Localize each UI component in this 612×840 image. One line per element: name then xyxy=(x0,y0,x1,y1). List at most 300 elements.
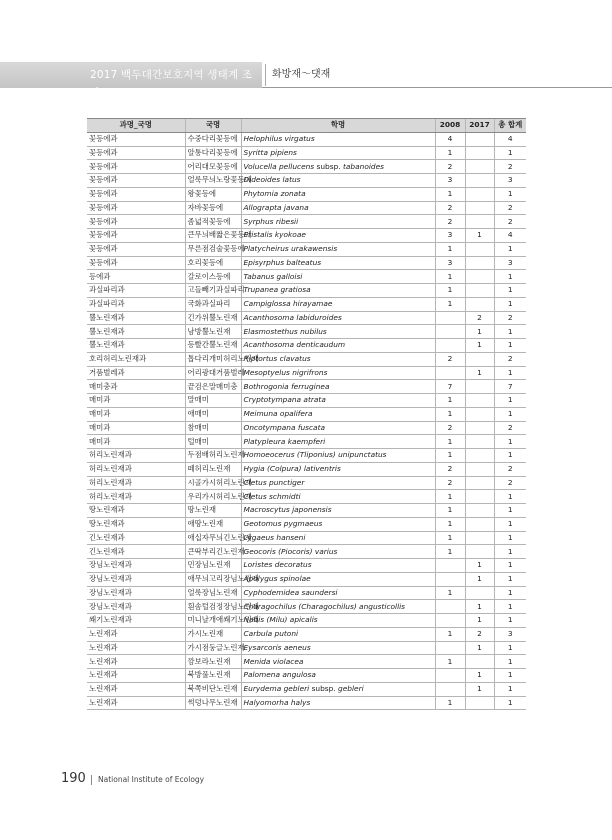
col-header-total: 총 합계 xyxy=(494,119,526,133)
cell-korean-name: 흰솜털검정장님노린재 xyxy=(185,600,241,614)
cell-count-2008: 1 xyxy=(435,517,465,531)
cell-family: 땅노린재과 xyxy=(87,517,185,531)
cell-korean-name: 애땅노린재 xyxy=(185,517,241,531)
table-row xyxy=(87,132,526,146)
cell-korean-name: 북방풀노린재 xyxy=(185,669,241,683)
cell-korean-name: 국화과실파리 xyxy=(185,297,241,311)
cell-family: 꽃등에과 xyxy=(87,229,185,243)
header-divider xyxy=(265,64,266,86)
cell-family: 허리노린재과 xyxy=(87,476,185,490)
cell-scientific-name xyxy=(241,600,435,614)
cell-total: 3 xyxy=(494,256,526,270)
table-row xyxy=(87,325,526,339)
cell-count-2008: 3 xyxy=(435,229,465,243)
cell-family: 허리노린재과 xyxy=(87,490,185,504)
cell-scientific-name xyxy=(241,325,435,339)
cell-count-2008: 2 xyxy=(435,215,465,229)
cell-total: 1 xyxy=(494,490,526,504)
table-row xyxy=(87,572,526,586)
cell-scientific-name xyxy=(241,641,435,655)
cell-korean-name: 무른점검술꽃등에 xyxy=(185,242,241,256)
cell-count-2008: 1 xyxy=(435,407,465,421)
table-row xyxy=(87,284,526,298)
scientific-name-text: Loristes decoratus xyxy=(243,560,312,570)
table-row xyxy=(87,462,526,476)
scientific-name-text: Cyphodemidea saundersi xyxy=(243,587,338,597)
cell-scientific-name xyxy=(241,572,435,586)
running-header xyxy=(0,62,612,99)
cell-family: 허리노린재과 xyxy=(87,449,185,463)
table-row xyxy=(87,297,526,311)
cell-scientific-name xyxy=(241,462,435,476)
scientific-name-text: Nabis (Milu) apicalis xyxy=(243,615,318,625)
cell-count-2017 xyxy=(465,297,494,311)
scientific-name-text: Palomena angulosa xyxy=(243,670,316,680)
cell-scientific-name xyxy=(241,476,435,490)
cell-family: 장님노린재과 xyxy=(87,600,185,614)
table-row xyxy=(87,242,526,256)
header-title: 2017 백두대간보호지역 생태계 조사 xyxy=(90,69,253,99)
cell-korean-name: 가시점둥글노린재 xyxy=(185,641,241,655)
scientific-name-text: Halyomorha halys xyxy=(243,697,311,707)
cell-korean-name: 큰무늬배짧은꽃등에 xyxy=(185,229,241,243)
cell-scientific-name xyxy=(241,146,435,160)
scientific-name-text: Geocoris (Piocoris) varius xyxy=(243,546,338,556)
col-header-family: 과명_국명 xyxy=(87,119,185,133)
cell-total: 1 xyxy=(494,504,526,518)
cell-scientific-name xyxy=(241,201,435,215)
scientific-name-text: Geotomus pygmaeus xyxy=(243,519,323,529)
cell-count-2017: 1 xyxy=(465,572,494,586)
cell-total: 1 xyxy=(494,284,526,298)
table-row xyxy=(87,366,526,380)
scientific-name-text: Eurydema gebleri xyxy=(243,684,310,694)
cell-total: 1 xyxy=(494,270,526,284)
cell-count-2017 xyxy=(465,545,494,559)
cell-total: 1 xyxy=(494,586,526,600)
cell-korean-name: 고들빼기과실파리 xyxy=(185,284,241,298)
table-row xyxy=(87,614,526,628)
cell-scientific-name xyxy=(241,229,435,243)
cell-family: 노린재과 xyxy=(87,627,185,641)
cell-total: 2 xyxy=(494,160,526,174)
cell-scientific-name xyxy=(241,545,435,559)
cell-korean-name: 미니날개애쐐기노린재 xyxy=(185,614,241,628)
cell-scientific-name xyxy=(241,160,435,174)
species-table xyxy=(87,118,526,710)
cell-family: 장님노린재과 xyxy=(87,572,185,586)
cell-scientific-name xyxy=(241,132,435,146)
cell-total: 1 xyxy=(494,641,526,655)
cell-korean-name: 등빨간뿔노린재 xyxy=(185,339,241,353)
cell-korean-name: 썩덩나무노린재 xyxy=(185,696,241,710)
cell-family: 긴노린재과 xyxy=(87,531,185,545)
cell-family: 호리허리노린재과 xyxy=(87,352,185,366)
cell-scientific-name xyxy=(241,682,435,696)
scientific-name-text: Allograpta javana xyxy=(243,202,309,212)
scientific-name-text: Phytomia zonata xyxy=(243,189,306,199)
cell-count-2017 xyxy=(465,284,494,298)
cell-scientific-name xyxy=(241,366,435,380)
cell-count-2008: 2 xyxy=(435,462,465,476)
scientific-name-text: Helophilus virgatus xyxy=(243,134,315,144)
scientific-name-text: Campiglossa hirayamae xyxy=(243,299,333,309)
cell-scientific-name xyxy=(241,215,435,229)
cell-total: 1 xyxy=(494,614,526,628)
cell-total: 1 xyxy=(494,559,526,573)
cell-scientific-name xyxy=(241,490,435,504)
cell-family: 과실파리과 xyxy=(87,297,185,311)
table-row xyxy=(87,627,526,641)
scientific-name-text: Homoeocerus (Tliponius) unipunctatus xyxy=(243,450,387,460)
scientific-name-text: Lygaeus hanseni xyxy=(243,532,306,542)
cell-count-2017 xyxy=(465,586,494,600)
cell-family: 거품벌레과 xyxy=(87,366,185,380)
cell-family: 꽃등에과 xyxy=(87,201,185,215)
table-row xyxy=(87,229,526,243)
table-row xyxy=(87,449,526,463)
table-row xyxy=(87,669,526,683)
cell-count-2017 xyxy=(465,146,494,160)
cell-korean-name: 깜보라노린재 xyxy=(185,655,241,669)
table-row xyxy=(87,421,526,435)
cell-family: 땅노린재과 xyxy=(87,504,185,518)
cell-count-2008: 1 xyxy=(435,284,465,298)
cell-total: 3 xyxy=(494,627,526,641)
cell-count-2017 xyxy=(465,531,494,545)
cell-count-2017 xyxy=(465,242,494,256)
cell-total: 2 xyxy=(494,462,526,476)
table-row xyxy=(87,490,526,504)
cell-total: 1 xyxy=(494,146,526,160)
cell-count-2017 xyxy=(465,132,494,146)
cell-count-2008: 1 xyxy=(435,490,465,504)
cell-total: 1 xyxy=(494,187,526,201)
cell-total: 1 xyxy=(494,682,526,696)
table-header-row xyxy=(87,119,526,133)
scientific-name-text: Apolygus spinolae xyxy=(243,574,311,584)
cell-family: 노린재과 xyxy=(87,669,185,683)
cell-count-2017 xyxy=(465,449,494,463)
scientific-name-text: Cletus schmidti xyxy=(243,491,301,501)
cell-korean-name: 땅노린재 xyxy=(185,504,241,518)
cell-korean-name: 두점배허리노린재 xyxy=(185,449,241,463)
table-row xyxy=(87,641,526,655)
cell-count-2017 xyxy=(465,407,494,421)
cell-korean-name: 우리가시허리노린재 xyxy=(185,490,241,504)
cell-scientific-name xyxy=(241,517,435,531)
cell-total: 2 xyxy=(494,311,526,325)
scientific-name-text: Tabanus galloisi xyxy=(243,271,303,281)
cell-scientific-name xyxy=(241,627,435,641)
cell-korean-name: 수중다리꽃등에 xyxy=(185,132,241,146)
cell-count-2017: 1 xyxy=(465,600,494,614)
cell-total: 1 xyxy=(494,242,526,256)
cell-count-2008: 1 xyxy=(435,531,465,545)
cell-family: 매미과 xyxy=(87,435,185,449)
cell-count-2017 xyxy=(465,504,494,518)
cell-family: 꽃등에과 xyxy=(87,187,185,201)
cell-scientific-name xyxy=(241,242,435,256)
cell-total: 1 xyxy=(494,531,526,545)
cell-count-2008: 1 xyxy=(435,270,465,284)
cell-scientific-name xyxy=(241,531,435,545)
table-row xyxy=(87,201,526,215)
cell-total: 1 xyxy=(494,394,526,408)
table-row xyxy=(87,407,526,421)
cell-family: 매미과 xyxy=(87,394,185,408)
cell-family: 꽃등에과 xyxy=(87,160,185,174)
cell-korean-name: 알통다리꽃등에 xyxy=(185,146,241,160)
cell-total: 2 xyxy=(494,201,526,215)
cell-count-2017 xyxy=(465,270,494,284)
cell-total: 4 xyxy=(494,229,526,243)
cell-total: 2 xyxy=(494,352,526,366)
cell-count-2008: 3 xyxy=(435,256,465,270)
scientific-name-text: Platycheirus urakawensis xyxy=(243,244,338,254)
cell-count-2017: 2 xyxy=(465,311,494,325)
scientific-name-text: Syritta pipiens xyxy=(243,147,297,157)
cell-count-2008: 1 xyxy=(435,242,465,256)
cell-count-2008: 1 xyxy=(435,449,465,463)
cell-count-2017 xyxy=(465,160,494,174)
cell-total: 1 xyxy=(494,572,526,586)
cell-family: 꽃등에과 xyxy=(87,256,185,270)
cell-total: 2 xyxy=(494,215,526,229)
cell-family: 허리노린재과 xyxy=(87,462,185,476)
cell-korean-name: 떼허리노린재 xyxy=(185,462,241,476)
cell-family: 매미충과 xyxy=(87,380,185,394)
table-row xyxy=(87,187,526,201)
cell-korean-name: 시골가시허리노린재 xyxy=(185,476,241,490)
scientific-name-text: Charagochilus (Charagochilus) angusticollis xyxy=(243,601,406,611)
scientific-name-text: Volucella pellucens xyxy=(243,161,315,171)
cell-family: 뿔노린재과 xyxy=(87,311,185,325)
cell-count-2017: 1 xyxy=(465,366,494,380)
cell-count-2008 xyxy=(435,572,465,586)
header-rule xyxy=(262,87,612,88)
cell-count-2008: 2 xyxy=(435,201,465,215)
cell-korean-name: 참매미 xyxy=(185,421,241,435)
table-row xyxy=(87,215,526,229)
table-row xyxy=(87,586,526,600)
cell-family: 노린재과 xyxy=(87,696,185,710)
cell-scientific-name xyxy=(241,504,435,518)
cell-count-2017: 1 xyxy=(465,614,494,628)
subspecies-marker: subsp. xyxy=(309,684,339,694)
cell-count-2017: 2 xyxy=(465,627,494,641)
table-row xyxy=(87,655,526,669)
scientific-name-text: Syrphus ribesii xyxy=(243,216,299,226)
cell-korean-name: 민장님노린재 xyxy=(185,559,241,573)
cell-korean-name: 가시노린재 xyxy=(185,627,241,641)
cell-count-2008: 1 xyxy=(435,297,465,311)
cell-count-2008: 2 xyxy=(435,421,465,435)
cell-count-2008: 1 xyxy=(435,504,465,518)
cell-total: 1 xyxy=(494,669,526,683)
cell-korean-name: 어리광대거품벌레 xyxy=(185,366,241,380)
cell-scientific-name xyxy=(241,559,435,573)
cell-family: 꽃등에과 xyxy=(87,242,185,256)
footer-org: National Institute of Ecology xyxy=(98,775,205,784)
cell-count-2017 xyxy=(465,462,494,476)
table-row xyxy=(87,559,526,573)
cell-total: 1 xyxy=(494,325,526,339)
col-header-scientific-name: 학명 xyxy=(241,119,435,133)
cell-count-2017 xyxy=(465,256,494,270)
cell-family: 노린재과 xyxy=(87,682,185,696)
table-body xyxy=(87,132,526,710)
scientific-name-text: Oncotympana fuscata xyxy=(243,422,325,432)
cell-family: 노린재과 xyxy=(87,641,185,655)
table-row xyxy=(87,311,526,325)
scientific-name-text: Macroscytus japonensis xyxy=(243,505,332,515)
cell-count-2017 xyxy=(465,380,494,394)
cell-scientific-name xyxy=(241,380,435,394)
cell-korean-name: 큰딱부리긴노린재 xyxy=(185,545,241,559)
cell-family: 매미과 xyxy=(87,407,185,421)
cell-total: 1 xyxy=(494,435,526,449)
cell-family: 쐐기노린재과 xyxy=(87,614,185,628)
cell-count-2008 xyxy=(435,311,465,325)
cell-family: 매미과 xyxy=(87,421,185,435)
scientific-name-text: Bothrogonia ferruginea xyxy=(243,381,330,391)
cell-family: 등에과 xyxy=(87,270,185,284)
cell-count-2017 xyxy=(465,490,494,504)
cell-count-2008: 1 xyxy=(435,655,465,669)
cell-total: 7 xyxy=(494,380,526,394)
cell-count-2017 xyxy=(465,435,494,449)
cell-scientific-name xyxy=(241,187,435,201)
cell-scientific-name xyxy=(241,270,435,284)
col-header-2017: 2017 xyxy=(465,119,494,133)
header-title-band xyxy=(0,62,262,99)
cell-family: 노린재과 xyxy=(87,655,185,669)
cell-count-2017 xyxy=(465,174,494,188)
cell-korean-name: 남방뿔노린재 xyxy=(185,325,241,339)
cell-count-2017 xyxy=(465,696,494,710)
table-row xyxy=(87,476,526,490)
cell-total: 1 xyxy=(494,366,526,380)
cell-count-2008: 2 xyxy=(435,352,465,366)
header-subtitle: 화방재～댓재 xyxy=(272,69,331,80)
cell-count-2008: 4 xyxy=(435,132,465,146)
cell-count-2008: 3 xyxy=(435,174,465,188)
cell-korean-name: 북쪽비단노린재 xyxy=(185,682,241,696)
cell-total: 1 xyxy=(494,655,526,669)
cell-total: 1 xyxy=(494,517,526,531)
cell-family: 꽃등에과 xyxy=(87,215,185,229)
cell-count-2008: 1 xyxy=(435,187,465,201)
table-row xyxy=(87,682,526,696)
table-row xyxy=(87,600,526,614)
cell-count-2008 xyxy=(435,559,465,573)
scientific-name-text: Episyrphus balteatus xyxy=(243,257,322,267)
scientific-name-text: Acanthosoma labiduroides xyxy=(243,312,342,322)
table-row xyxy=(87,352,526,366)
subspecies-name: tabanoides xyxy=(342,161,384,171)
cell-scientific-name xyxy=(241,435,435,449)
cell-count-2017 xyxy=(465,352,494,366)
col-header-korean-name: 국명 xyxy=(185,119,241,133)
cell-family: 장님노린재과 xyxy=(87,586,185,600)
cell-total: 2 xyxy=(494,476,526,490)
scientific-name-text: Meimuna opalifera xyxy=(243,409,313,419)
table-row xyxy=(87,146,526,160)
table-row xyxy=(87,256,526,270)
cell-scientific-name xyxy=(241,256,435,270)
cell-count-2017 xyxy=(465,655,494,669)
cell-korean-name: 얼룩무늬노랑꽃등에 xyxy=(185,174,241,188)
scientific-name-text: Acanthosoma denticaudum xyxy=(243,340,346,350)
cell-family: 뿔노린재과 xyxy=(87,339,185,353)
footer-divider xyxy=(91,775,92,785)
cell-scientific-name xyxy=(241,655,435,669)
col-header-2008: 2008 xyxy=(435,119,465,133)
table-row xyxy=(87,270,526,284)
cell-scientific-name xyxy=(241,394,435,408)
cell-count-2008 xyxy=(435,366,465,380)
cell-family: 긴노린재과 xyxy=(87,545,185,559)
scientific-name-text: Carbula putoni xyxy=(243,629,299,639)
cell-family: 꽃등에과 xyxy=(87,174,185,188)
table-row xyxy=(87,380,526,394)
cell-scientific-name xyxy=(241,586,435,600)
cell-korean-name: 털매미 xyxy=(185,435,241,449)
cell-korean-name: 톱다리개미허리노린재 xyxy=(185,352,241,366)
scientific-name-text: Dideoides latus xyxy=(243,175,301,185)
cell-count-2017: 1 xyxy=(465,325,494,339)
cell-count-2008: 1 xyxy=(435,435,465,449)
table-row xyxy=(87,517,526,531)
cell-total: 1 xyxy=(494,600,526,614)
cell-korean-name: 애매미 xyxy=(185,407,241,421)
cell-scientific-name xyxy=(241,311,435,325)
cell-scientific-name xyxy=(241,614,435,628)
cell-total: 1 xyxy=(494,696,526,710)
cell-total: 1 xyxy=(494,407,526,421)
cell-korean-name: 호리꽃등에 xyxy=(185,256,241,270)
table-row xyxy=(87,545,526,559)
subspecies-name: gebleri xyxy=(338,684,364,694)
table-row xyxy=(87,339,526,353)
cell-korean-name: 얼룩장님노린재 xyxy=(185,586,241,600)
cell-count-2008: 1 xyxy=(435,627,465,641)
cell-korean-name: 왕꽃등에 xyxy=(185,187,241,201)
cell-total: 1 xyxy=(494,449,526,463)
scientific-name-text: Cletus punctiger xyxy=(243,477,305,487)
cell-total: 1 xyxy=(494,339,526,353)
cell-scientific-name xyxy=(241,407,435,421)
table-row xyxy=(87,435,526,449)
table-row xyxy=(87,696,526,710)
cell-count-2008 xyxy=(435,614,465,628)
cell-total: 1 xyxy=(494,297,526,311)
cell-count-2017 xyxy=(465,187,494,201)
cell-count-2008: 7 xyxy=(435,380,465,394)
cell-family: 뿔노린재과 xyxy=(87,325,185,339)
cell-count-2017: 1 xyxy=(465,641,494,655)
table-row xyxy=(87,394,526,408)
cell-count-2008: 1 xyxy=(435,696,465,710)
scientific-name-text: Cryptotympana atrata xyxy=(243,395,326,405)
table-row xyxy=(87,531,526,545)
cell-scientific-name xyxy=(241,174,435,188)
cell-korean-name: 어리대모꽃등에 xyxy=(185,160,241,174)
cell-korean-name: 말매미 xyxy=(185,394,241,408)
cell-scientific-name xyxy=(241,297,435,311)
cell-korean-name: 긴가위뿔노린재 xyxy=(185,311,241,325)
